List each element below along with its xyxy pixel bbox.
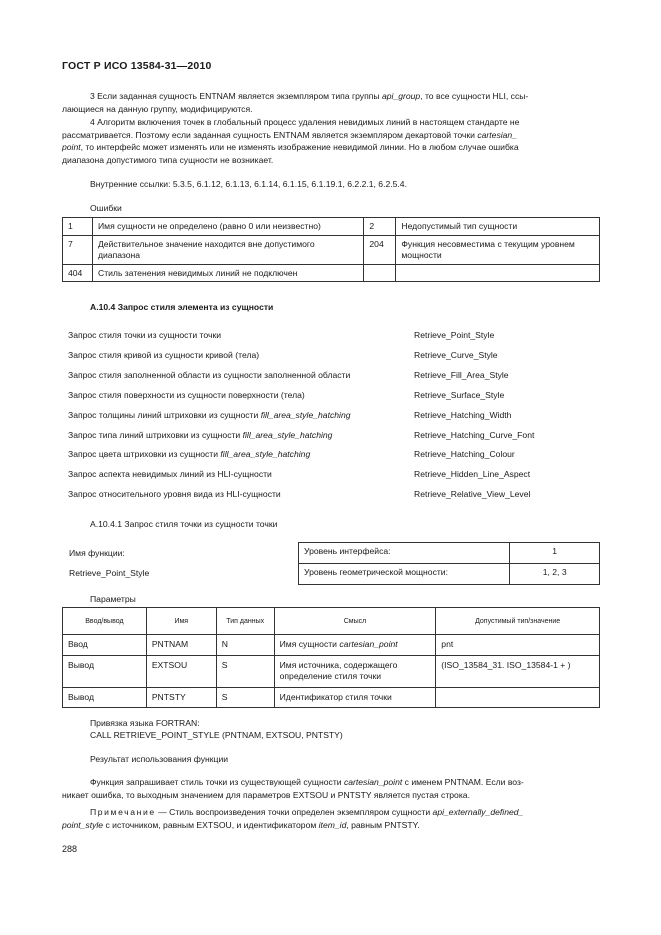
note-paragraph — [62, 806, 600, 831]
result-title: Результат использования функции — [90, 754, 229, 764]
param-type: N — [216, 635, 274, 656]
parameters-title: Параметры — [90, 594, 136, 604]
note-3-text-d: лающиеся на данную группу, модифицируются. — [62, 103, 253, 114]
error-text: Функция несовместима с текущим уровнем мощности — [396, 235, 600, 264]
note-3-text-a: 3 Если заданная сущность ENTNAM является экземпляром типа группы — [90, 91, 382, 101]
note-text-f: , равным PNTSTY. — [346, 819, 420, 830]
request-item-function: Retrieve_Point_Style — [414, 330, 495, 340]
error-code: 204 — [364, 235, 396, 264]
note-3-text-b: api_group — [381, 91, 421, 101]
error-text: Недопустимый тип сущности — [396, 218, 600, 236]
page-number: 288 — [62, 844, 78, 854]
table-row — [63, 635, 600, 656]
table-row — [63, 264, 600, 282]
request-item-function: Retrieve_Hatching_Colour — [414, 449, 515, 459]
param-io: Вывод — [63, 655, 147, 687]
function-name-label: Имя функции: — [69, 548, 125, 558]
error-code: 404 — [63, 264, 93, 282]
request-item-function: Retrieve_Fill_Area_Style — [414, 370, 509, 380]
request-item-label: Запрос аспекта невидимых линий из HLI-сущности — [68, 469, 272, 479]
request-item-label: Запрос относительного уровня вида из HLI-сущности — [68, 489, 281, 499]
result-paragraph — [62, 776, 600, 801]
table-row — [63, 655, 600, 687]
param-allowed: pnt — [436, 635, 600, 656]
param-io: Ввод — [63, 635, 147, 656]
geometry-level-label: Уровень геометрической мощности: — [299, 564, 510, 585]
param-meaning — [274, 635, 436, 656]
fortran-binding-label: Привязка языка FORTRAN: — [90, 718, 200, 728]
error-text: Имя сущности не определено (равно 0 или неизвестно) — [92, 218, 363, 236]
param-io: Вывод — [63, 687, 147, 708]
param-meaning-entity: cartesian_point — [339, 639, 398, 649]
error-code: 7 — [63, 235, 93, 264]
note-4-line-3a: point — [62, 142, 81, 153]
result-entity: cartesian_point — [343, 777, 403, 787]
request-item-label: Запрос стиля точки из сущности точки — [68, 330, 222, 340]
note-label: Примечание — [90, 807, 156, 817]
error-text: Стиль затенения невидимых линий не подключен — [92, 264, 363, 282]
note-text-d: с источником, равным EXTSOU, и идентификатором — [103, 819, 319, 830]
column-header: Смысл — [274, 608, 436, 635]
note-entity-3: item_id — [318, 819, 347, 830]
result-text-a: Функция запрашивает стиль точки из существующей сущности — [90, 777, 344, 787]
note-4-line-3b: , то интерфейс может изменять или не изменять изображение невидимой линии. Но в любом случае ошибка — [80, 142, 519, 153]
param-allowed — [436, 687, 600, 708]
request-item-label-text: Запрос цвета штриховки из сущности — [68, 449, 221, 459]
column-header: Допустимый тип/значение — [436, 608, 600, 635]
column-header: Тип данных — [216, 608, 274, 635]
error-text: Действительное значение находится вне допустимого диапазона — [92, 235, 363, 264]
note-text-a: — Стиль воспроизведения точки определен экземпляром сущности — [155, 807, 433, 817]
section-title: А.10.4 Запрос стиля элемента из сущности — [90, 302, 274, 312]
param-name: PNTNAM — [146, 635, 216, 656]
error-code — [364, 264, 396, 282]
table-row — [299, 543, 600, 564]
note-4-line-2b: cartesian_ — [477, 129, 517, 140]
request-item-label — [68, 430, 332, 440]
request-item-function: Retrieve_Curve_Style — [414, 350, 498, 360]
param-allowed: (ISO_13584_31. ISO_13584-1 + ) — [436, 655, 600, 687]
note-4-paragraph — [62, 116, 600, 166]
request-item-label: Запрос стиля кривой из сущности кривой (тела) — [68, 350, 260, 360]
result-text-c: с именем PNTNAM. Если воз- — [402, 777, 524, 787]
result-text-line-2: никает ошибка, то выходным значением для параметров EXTSOU и PNTSTY является пустая строка. — [62, 789, 470, 800]
column-header: Имя — [146, 608, 216, 635]
param-name: EXTSOU — [146, 655, 216, 687]
param-meaning: Имя источника, содержащего определение стиля точки — [274, 655, 436, 687]
error-code: 1 — [63, 218, 93, 236]
document-header: ГОСТ Р ИСО 13584-31—2010 — [62, 60, 212, 72]
request-item-label-text: Запрос толщины линий штриховки из сущности — [68, 410, 261, 420]
request-item-function: Retrieve_Relative_View_Level — [414, 489, 531, 499]
request-item-function: Retrieve_Surface_Style — [414, 390, 505, 400]
table-row — [299, 564, 600, 585]
request-item-entity: fill_area_style_hatching — [242, 430, 333, 440]
request-item-label: Запрос стиля поверхности из сущности поверхности (тела) — [68, 390, 305, 400]
note-4-line-1: 4 Алгоритм включения точек в глобальный процесс удаления невидимых линий в настоящем стандарте не — [90, 117, 520, 127]
subsection-title: А.10.4.1 Запрос стиля точки из сущности точки — [90, 519, 278, 529]
fortran-call: CALL RETRIEVE_POINT_STYLE (PNTNAM, EXTSOU, PNTSTY) — [90, 730, 343, 740]
note-3-text-c: , то все сущности HLI, ссы- — [420, 91, 529, 101]
error-code: 2 — [364, 218, 396, 236]
param-meaning: Идентификатор стиля точки — [274, 687, 436, 708]
note-4-line-4: диапазона допустимого типа сущности не возникает. — [62, 154, 274, 165]
request-item-label — [68, 449, 310, 459]
request-item-function: Retrieve_Hatching_Curve_Font — [414, 430, 535, 440]
interface-level-label: Уровень интерфейса: — [299, 543, 510, 564]
column-header: Ввод/вывод — [63, 608, 147, 635]
request-item-entity: fill_area_style_hatching — [260, 410, 351, 420]
note-3-paragraph — [62, 90, 600, 115]
request-item-label: Запрос стиля заполненной области из сущности заполненной области — [68, 370, 351, 380]
param-type: S — [216, 655, 274, 687]
note-entity-1: api_externally_defined_ — [432, 807, 524, 817]
param-name: PNTSTY — [146, 687, 216, 708]
request-item-label-text: Запрос типа линий штриховки из сущности — [68, 430, 243, 440]
request-item-function: Retrieve_Hidden_Line_Aspect — [414, 469, 531, 479]
table-row — [63, 235, 600, 264]
interface-level-value: 1 — [510, 543, 600, 564]
table-header-row — [63, 608, 600, 635]
request-item-function: Retrieve_Hatching_Width — [414, 410, 512, 420]
geometry-level-value: 1, 2, 3 — [510, 564, 600, 585]
errors-title: Ошибки — [90, 203, 122, 213]
error-text — [396, 264, 600, 282]
param-type: S — [216, 687, 274, 708]
internal-references: Внутренние ссылки: 5.3.5, 6.1.12, 6.1.13, 6.1.14, 6.1.15, 6.1.19.1, 6.2.2.1, 6.2.5.4. — [90, 179, 407, 189]
function-name-value: Retrieve_Point_Style — [69, 568, 150, 578]
parameters-table — [62, 607, 600, 708]
request-item-entity: fill_area_style_hatching — [220, 449, 311, 459]
function-levels-table — [298, 542, 600, 585]
note-entity-2: point_style — [62, 819, 104, 830]
note-4-line-2a: рассматривается. Поэтому если заданная сущность ENTNAM является экземпляром декартовой точки — [62, 129, 478, 140]
param-meaning-text: Имя сущности — [279, 639, 340, 649]
table-row — [63, 218, 600, 236]
request-item-label — [68, 410, 351, 420]
table-row — [63, 687, 600, 708]
errors-table — [62, 217, 600, 282]
